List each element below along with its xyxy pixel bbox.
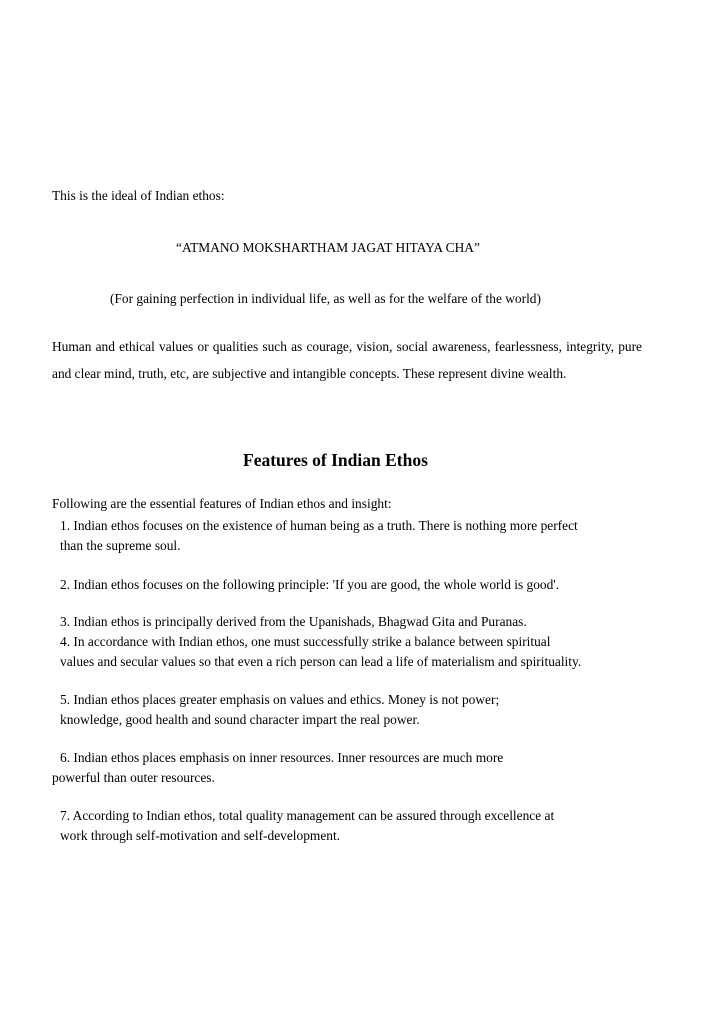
- feature-1-line-2: than the supreme soul.: [60, 538, 181, 553]
- feature-4-line-1: 4. In accordance with Indian ethos, one must successfully strike a balance between spiritual: [60, 634, 551, 649]
- feature-4-line-2: values and secular values so that even a rich person can lead a life of materialism and spirituality.: [60, 654, 582, 669]
- features-intro: Following are the essential features of Indian ethos and insight:: [52, 496, 392, 511]
- values-paragraph: Human and ethical values or qualities such as courage, vision, social awareness, fearlessness, integrity, pure and clear mind, truth, etc, are subjective and intangible concepts. These represent divine wealth.: [52, 339, 642, 381]
- feature-6-line-2: powerful than outer resources.: [52, 770, 215, 785]
- feature-7-line-2: work through self-motivation and self-development.: [60, 828, 341, 843]
- motto-text: “ATMANO MOKSHARTHAM JAGAT HITAYA CHA”: [176, 240, 480, 255]
- feature-2-line-1: 2. Indian ethos focuses on the following principle: 'If you are good, the whole world is good'.: [60, 577, 560, 592]
- feature-5-line-2: knowledge, good health and sound character impart the real power.: [60, 712, 420, 727]
- motto-translation: (For gaining perfection in individual life, as well as for the welfare of the world): [110, 291, 541, 306]
- intro-text: This is the ideal of Indian ethos:: [52, 188, 225, 203]
- feature-3-line-1: 3. Indian ethos is principally derived from the Upanishads, Bhagwad Gita and Puranas.: [60, 614, 527, 629]
- feature-1-line-1: 1. Indian ethos focuses on the existence of human being as a truth. There is nothing more perfect: [60, 518, 578, 533]
- feature-6-line-1: 6. Indian ethos places emphasis on inner resources. Inner resources are much more: [60, 750, 504, 765]
- feature-5-line-1: 5. Indian ethos places greater emphasis on values and ethics. Money is not power;: [60, 692, 500, 707]
- section-heading: Features of Indian Ethos: [243, 450, 428, 470]
- feature-7-line-1: 7. According to Indian ethos, total quality management can be assured through excellence at: [60, 808, 555, 823]
